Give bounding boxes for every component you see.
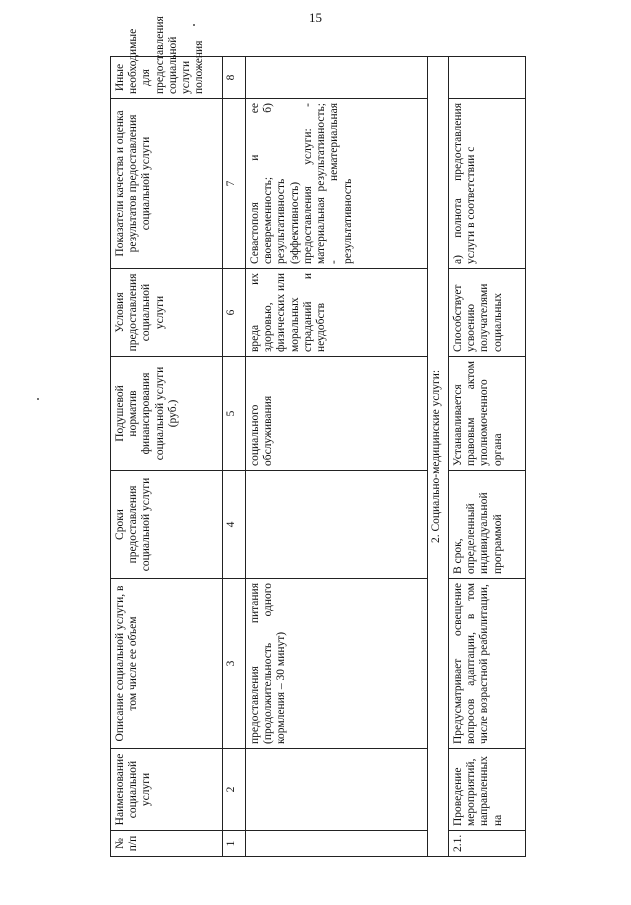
column-number-row [223, 57, 246, 857]
column-number: 4 [223, 471, 246, 579]
header-cell: Условия предоставления социальной услуги [111, 269, 223, 357]
table-cell: Способствует усвоению получателями социальных [449, 269, 526, 357]
header-cell: Показатели качества и оценка результатов предоставления социальной услуги [111, 99, 223, 269]
table-cell: вреда их здоровью, физических или моральных страданий и неудобств [246, 269, 428, 357]
header-cell: № п/п [111, 831, 223, 857]
header-cell: Иные необходимые для предоставления социальной услуги положения [111, 57, 223, 99]
table-cell: социального обслуживания [246, 357, 428, 471]
table-cell: Севастополя и ее своевременность; б) результативность (эффективность) предоставления услуги: - материальная результативность; - нематериальная результативность [246, 99, 428, 269]
table-cell: Предусматривает освещение вопросов адаптации, в том числе возрастной реабилитации, [449, 579, 526, 749]
table-row [449, 57, 526, 857]
table-cell [246, 471, 428, 579]
table-cell: В срок, определенный индивидуальной программой [449, 471, 526, 579]
table-cell [449, 57, 526, 99]
page-number: 15 [309, 10, 322, 25]
table-cell [246, 57, 428, 99]
column-number: 6 [223, 269, 246, 357]
column-number: 1 [223, 831, 246, 857]
column-number: 7 [223, 99, 246, 269]
header-row [111, 57, 223, 857]
table-cell [246, 831, 428, 857]
header-cell: Сроки предоставления социальной услуги [111, 471, 223, 579]
table-cell: Устанавливается правовым актом уполномоченного органа [449, 357, 526, 471]
table-row [246, 57, 428, 857]
table-cell: предоставления питания (продолжительность одного кормления – 30 минут) [246, 579, 428, 749]
scan-speck [37, 398, 39, 400]
header-cell: Подушевой норматив финансирования социальной услуги (руб.) [111, 357, 223, 471]
table-cell [246, 749, 428, 831]
table-cell: 2.1. [449, 831, 526, 857]
table-cell: а) полнота предоставления услуги в соответствии с [449, 99, 526, 269]
section-row [428, 57, 449, 857]
table-cell: Проведение мероприятий, направленных на [449, 749, 526, 831]
column-number: 3 [223, 579, 246, 749]
column-number: 5 [223, 357, 246, 471]
column-number: 2 [223, 749, 246, 831]
header-cell: Наименование социальной услуги [111, 749, 223, 831]
column-number: 8 [223, 57, 246, 99]
section-title: 2. Социально-медицинские услуги: [428, 57, 449, 857]
scan-speck [193, 24, 195, 26]
header-cell: Описание социальной услуги, в том числе ее объем [111, 579, 223, 749]
